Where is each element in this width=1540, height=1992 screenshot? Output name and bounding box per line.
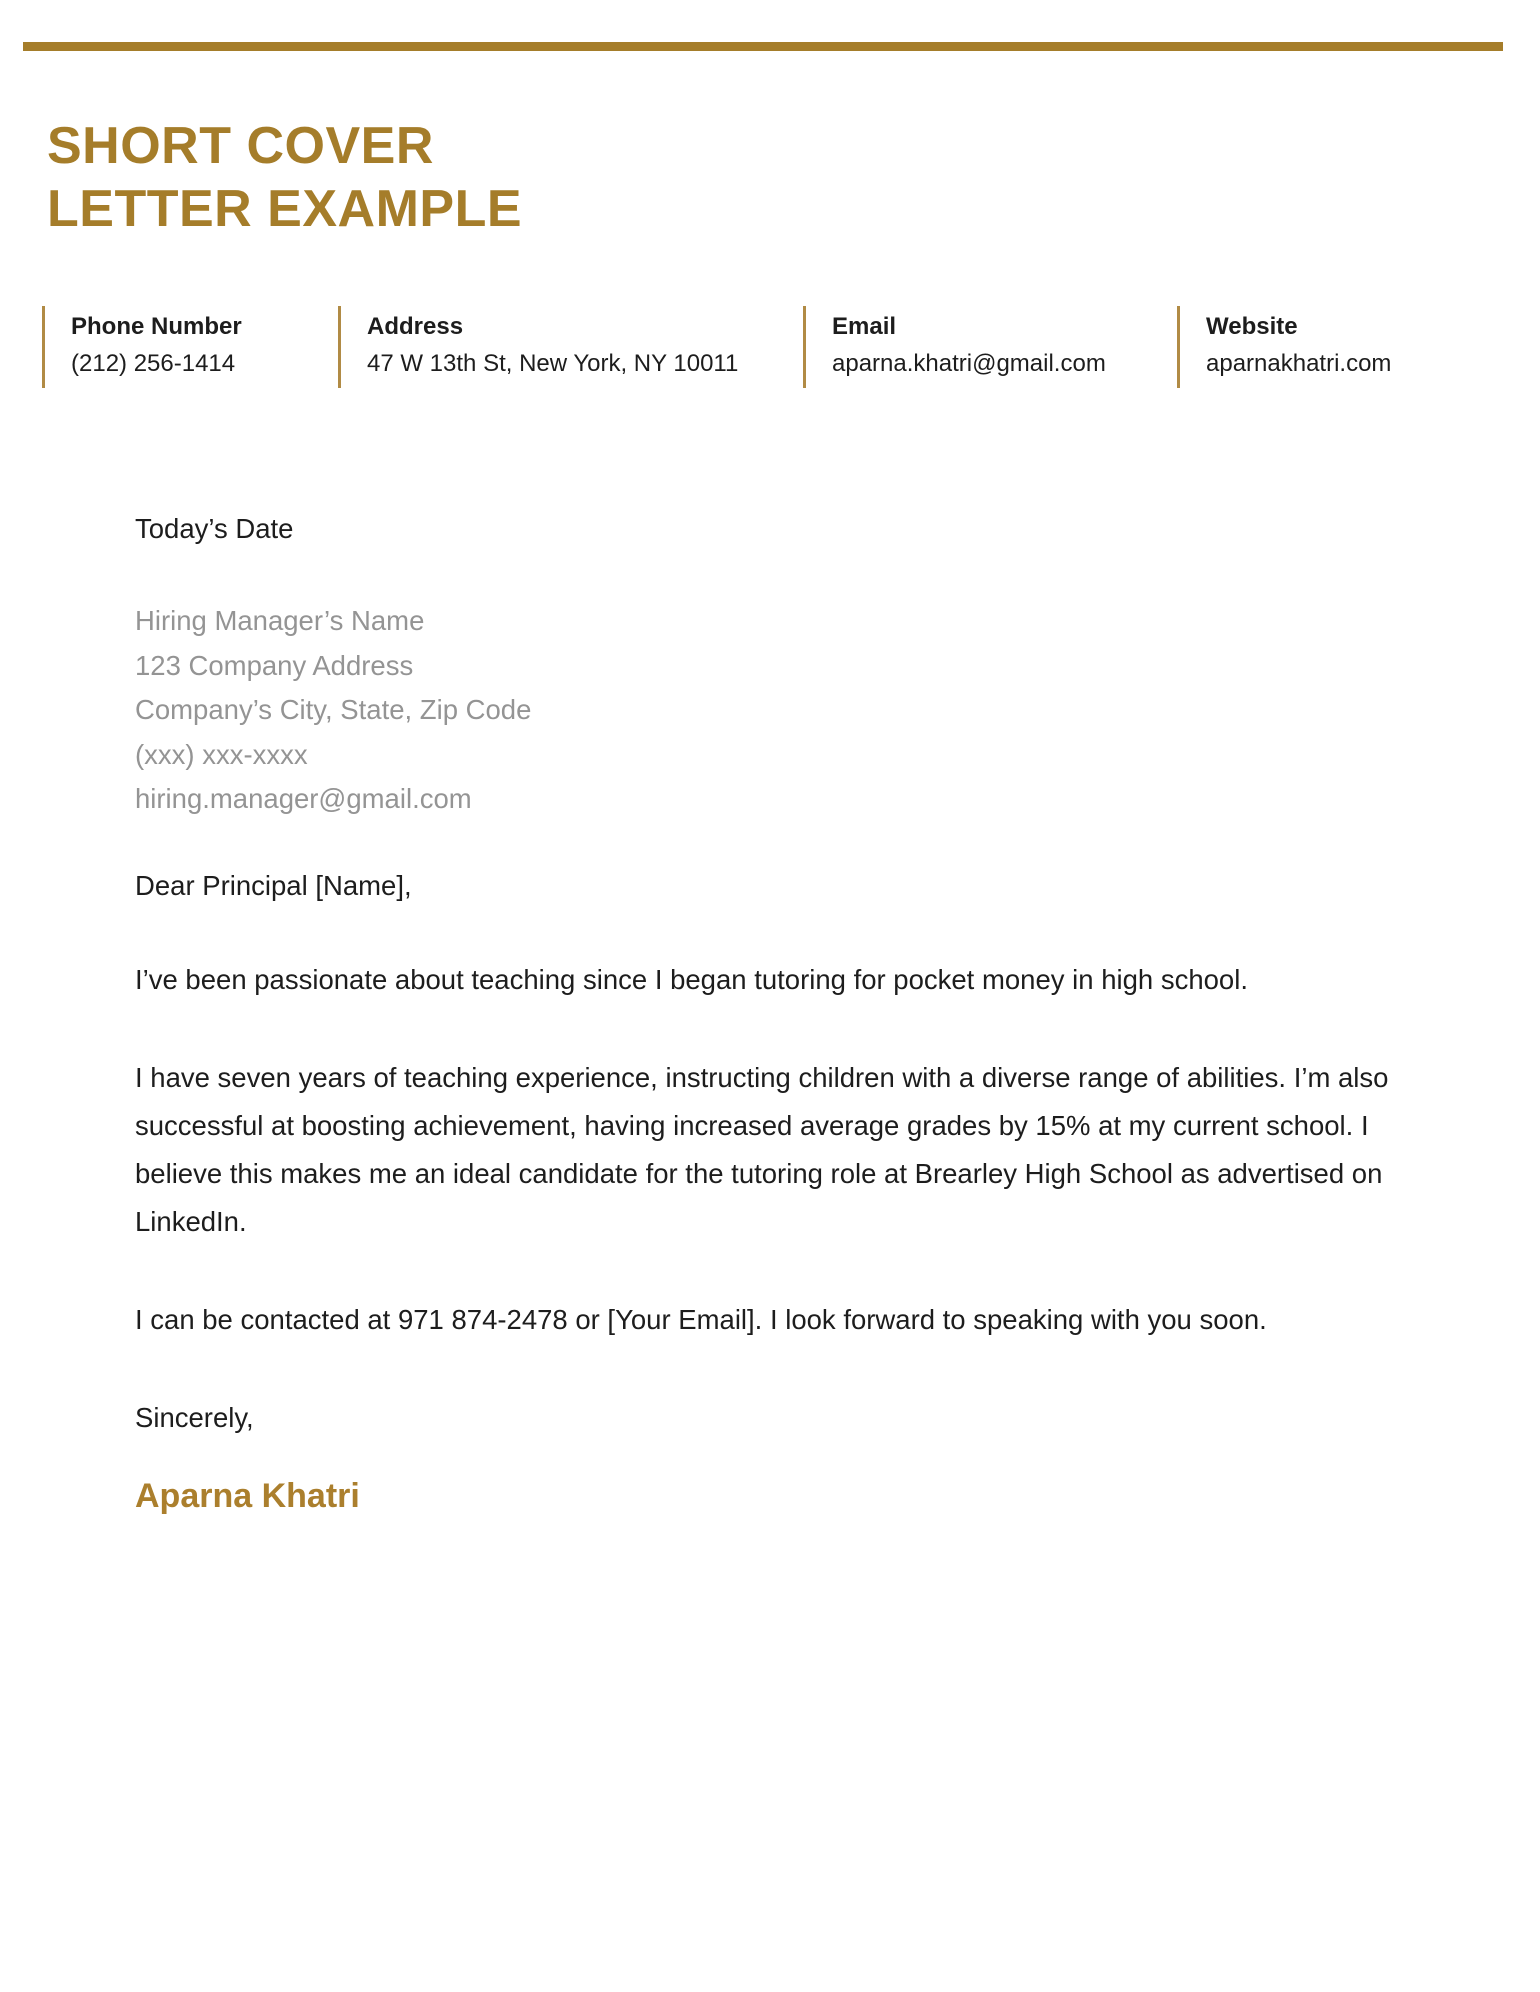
paragraph-3: I can be contacted at 971 874-2478 or [Your Email]. I look forward to speaking with you soon. (135, 1303, 1267, 1335)
contact-address-label: Address (367, 313, 464, 340)
contact-email-label: Email (832, 313, 897, 340)
contact-website (1177, 306, 1505, 388)
recipient-line-city: Company’s City, State, Zip Code (135, 694, 532, 725)
letter-body (135, 505, 1450, 1520)
contact-email (803, 306, 1177, 388)
contact-address-value: 47 W 13th St, New York, NY 10011 (367, 350, 739, 377)
date-placeholder: Today’s Date (135, 513, 294, 544)
contact-email-value: aparna.khatri@gmail.com (832, 350, 1106, 377)
recipient-line-name: Hiring Manager’s Name (135, 605, 425, 636)
page-title: SHORT COVER LETTER EXAMPLE (47, 116, 523, 238)
paragraph-2: I have seven years of teaching experience, instructing children with a diverse range of abilities. I’m also successful at boosting achievement, having increased average grades by 15% at my current school. I believe this makes me an ideal candidate for the tutoring role at Brearley High School as advertised on LinkedIn. (135, 1061, 1389, 1237)
signature-name: Aparna Khatri (135, 1476, 360, 1515)
contact-phone (42, 306, 338, 388)
contact-website-value: aparnakhatri.com (1206, 350, 1392, 377)
contact-website-label: Website (1206, 313, 1298, 340)
closing: Sincerely, (135, 1401, 254, 1433)
paragraph-1: I’ve been passionate about teaching since I began tutoring for pocket money in high school. (135, 963, 1248, 995)
contact-address (338, 306, 803, 388)
recipient-line-address: 123 Company Address (135, 649, 414, 681)
salutation: Dear Principal [Name], (135, 869, 412, 901)
contact-phone-label: Phone Number (71, 313, 242, 340)
recipient-line-phone: (xxx) xxx-xxxx (135, 738, 308, 770)
recipient-line-email: hiring.manager@gmail.com (135, 783, 472, 814)
top-accent-bar (23, 42, 1503, 51)
contact-phone-value: (212) 256-1414 (71, 350, 236, 377)
recipient-block (135, 599, 1450, 822)
contact-info-bar (42, 306, 1505, 388)
